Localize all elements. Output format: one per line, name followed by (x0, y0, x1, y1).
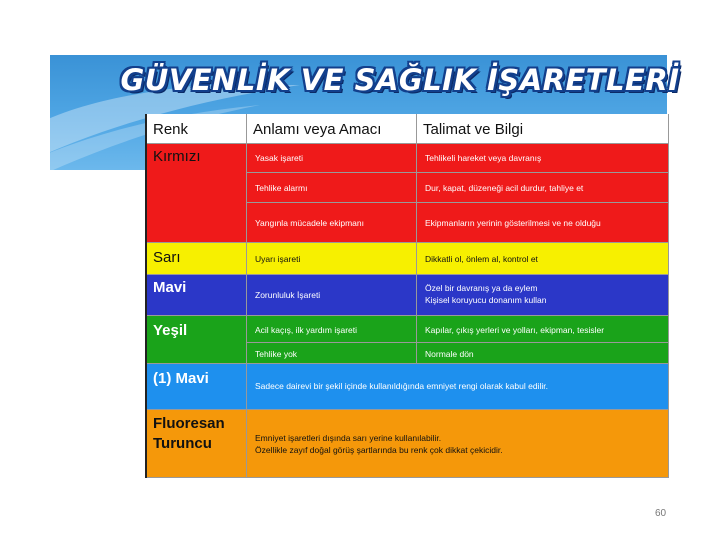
table-row-orange (147, 410, 669, 478)
note-orange-line1: Emniyet işaretleri dışında sarı yerine kullanılabilir. (255, 433, 442, 443)
color-name-blue: Mavi (153, 279, 187, 296)
signs-table (145, 114, 669, 478)
meaning-warning: Uyarı işareti (255, 254, 301, 264)
instruction-stop: Dur, kapat, düzeneği acil durdur, tahliye et (425, 183, 584, 193)
table-row-red (147, 144, 669, 243)
color-name-fluorescent: Fluoresan (153, 415, 225, 432)
meaning-no-danger: Tehlike yok (255, 349, 298, 359)
page-title: GÜVENLİK VE SAĞLIK İŞARETLERİ (120, 63, 680, 97)
instruction-special-behavior: Özel bir davranış ya da eylem (425, 283, 538, 293)
color-name-yellow: Sarı (153, 249, 181, 266)
color-name-orange: Turuncu (153, 435, 212, 452)
instruction-dangerous-behavior: Tehlikeli hareket veya davranış (425, 153, 542, 163)
header-instruction: Talimat ve Bilgi (423, 121, 524, 138)
instruction-doors-exits: Kapılar, çıkış yerleri ve yolları, ekipman, tesisler (425, 325, 605, 335)
table-header-row (147, 114, 669, 144)
note-circular-shape: Sadece dairevi bir şekil içinde kullanıldığında emniyet rengi olarak kabul edilir. (255, 381, 548, 391)
meaning-prohibition: Yasak işareti (255, 153, 304, 163)
page-number: 60 (655, 508, 667, 519)
instruction-be-careful: Dikkatli ol, önlem al, kontrol et (425, 254, 538, 264)
meaning-emergency-escape: Acil kaçış, ilk yardım işareti (255, 325, 358, 335)
instruction-equipment-location: Ekipmanların yerinin gösterilmesi ve ne olduğu (425, 218, 601, 228)
meaning-danger-alarm: Tehlike alarmı (255, 183, 308, 193)
meaning-firefighting: Yangınla mücadele ekipmanı (255, 218, 364, 228)
instruction-return-normal: Normale dön (425, 349, 474, 359)
note-orange-line2: Özellikle zayıf doğal görüş şartlarında bu renk çok dikkat çekicidir. (255, 445, 503, 455)
instruction-ppe: Kişisel koruyucu donanım kullan (425, 295, 547, 305)
color-name-red: Kırmızı (153, 148, 201, 165)
color-name-mavi-note: (1) Mavi (153, 370, 209, 387)
table-row-blue (147, 275, 669, 316)
table-row-light-blue (147, 364, 669, 410)
table-row-green (147, 316, 669, 364)
color-name-green: Yeşil (153, 322, 188, 339)
header-color: Renk (153, 121, 189, 138)
header-meaning: Anlamı veya Amacı (253, 121, 382, 138)
table-row-yellow (147, 243, 669, 275)
meaning-mandatory: Zorunluluk İşareti (255, 290, 321, 300)
